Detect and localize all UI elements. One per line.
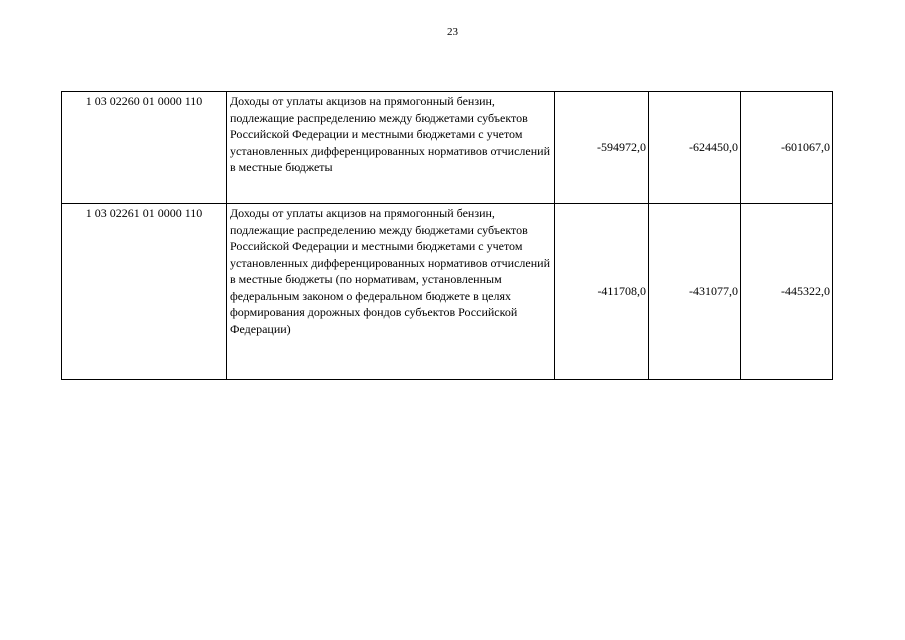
amount-year-3: -445322,0 <box>741 204 833 380</box>
budget-classification-code: 1 03 02260 01 0000 110 <box>62 92 227 204</box>
amount-year-1: -411708,0 <box>555 204 649 380</box>
amount-year-2: -624450,0 <box>649 92 741 204</box>
revenue-description: Доходы от уплаты акцизов на прямогонный бензин, подлежащие распределению между бюджетами субъектов Российской Федерации и местными бюджетами с учетом установленных дифференцированных нормативов отчислений в местные бюджеты <box>227 92 555 204</box>
amount-year-2: -431077,0 <box>649 204 741 380</box>
amount-year-3: -601067,0 <box>741 92 833 204</box>
budget-classification-code: 1 03 02261 01 0000 110 <box>62 204 227 380</box>
revenue-description: Доходы от уплаты акцизов на прямогонный бензин, подлежащие распределению между бюджетами субъектов Российской Федерации и местными бюджетами с учетом установленных дифференцированных нормативов отчислений в местные бюджеты (по нормативам, установленным федеральным законом о федеральном бюджете в целях формирования дорожных фондов субъектов Российской Федерации) <box>227 204 555 380</box>
table-row <box>62 204 833 380</box>
page-number: 23 <box>447 26 458 38</box>
amount-year-1: -594972,0 <box>555 92 649 204</box>
budget-revenue-table <box>61 91 833 380</box>
table-row <box>62 92 833 204</box>
